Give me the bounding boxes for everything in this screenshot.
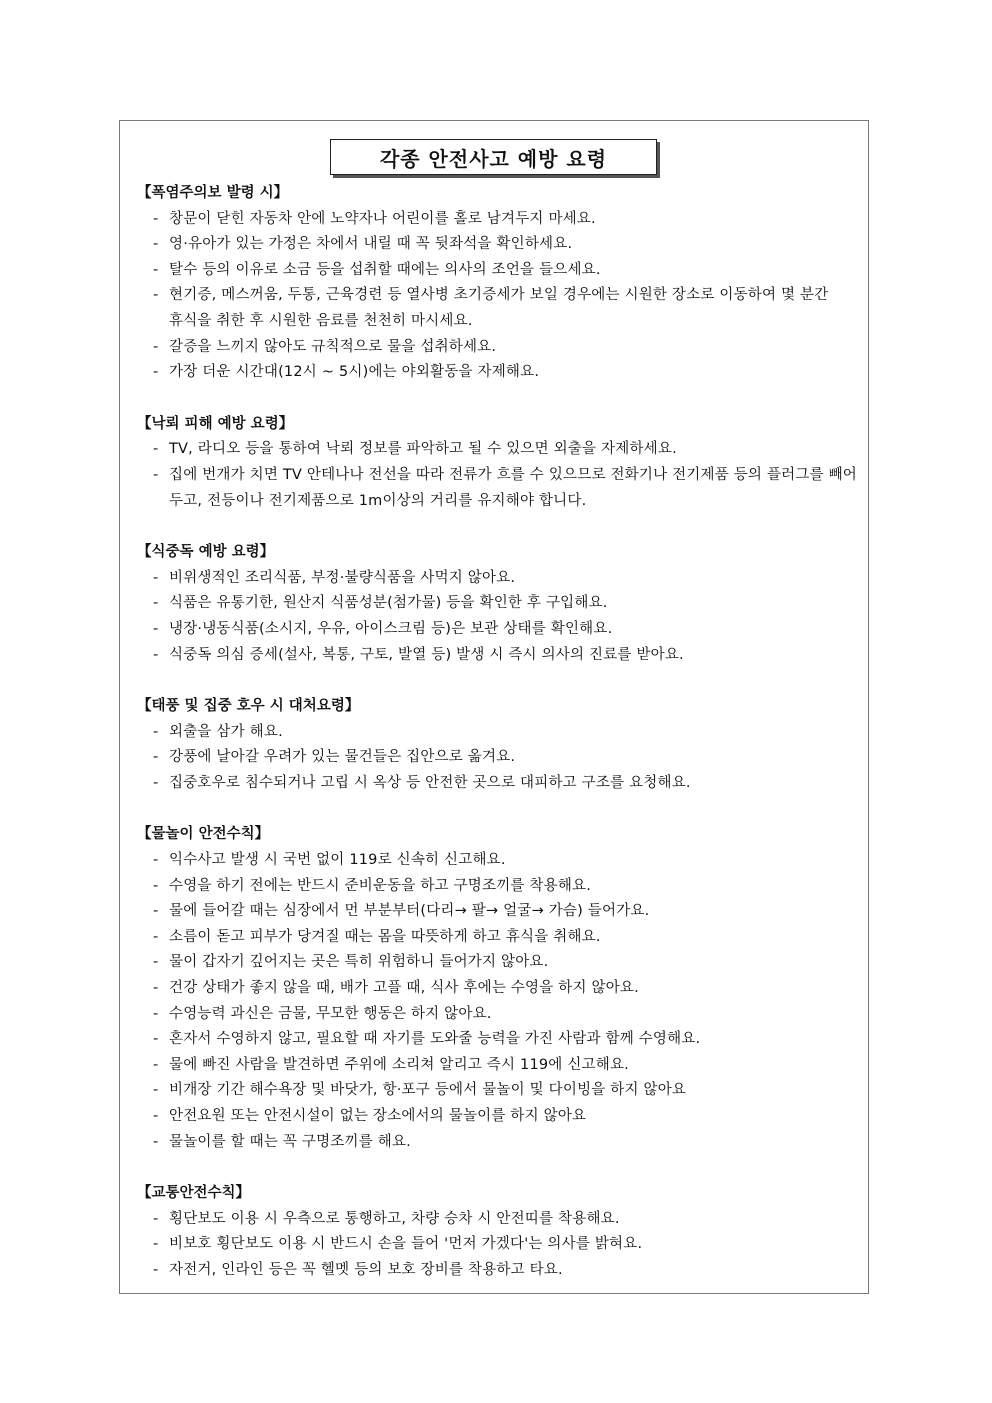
dash-bullet: - <box>153 1236 159 1253</box>
list-item-text: 집중호우로 침수되거나 고립 시 옥상 등 안전한 곳으로 대피하고 구조를 요청해요. <box>169 774 691 791</box>
list-item <box>137 899 857 925</box>
list-item <box>137 950 857 976</box>
section-heading: 【교통안전수칙】 <box>137 1185 251 1202</box>
list-item-text: 수영능력 과신은 금물, 무모한 행동은 하지 않아요. <box>169 1005 492 1022</box>
list-item-text: 가장 더운 시간대(12시 ~ 5시)에는 야외활동을 자제해요. <box>169 364 540 381</box>
list-item <box>137 1207 857 1233</box>
list-item-text: 횡단보도 이용 시 우측으로 통행하고, 차량 승차 시 안전띠를 착용해요. <box>169 1210 620 1227</box>
list-item <box>137 591 857 617</box>
dash-bullet: - <box>153 441 159 458</box>
list-item <box>137 566 857 592</box>
dash-bullet: - <box>153 1005 159 1022</box>
list-item <box>137 925 857 951</box>
section-heading: 【태풍 및 집중 호우 시 대처요령】 <box>137 698 360 715</box>
section-heading: 【식중독 예방 요령】 <box>137 544 275 561</box>
dash-bullet: - <box>153 928 159 945</box>
list-item <box>137 335 857 361</box>
list-item-text: 물에 들어갈 때는 심장에서 먼 부분부터(다리→ 팔→ 얼굴→ 가슴) 들어가요. <box>169 903 650 920</box>
list-item-text: 물놀이를 할 때는 꼭 구명조끼를 해요. <box>169 1133 411 1150</box>
list-item-text: 비개장 기간 해수욕장 및 바닷가, 항·포구 등에서 물놀이 및 다이빙을 하지 않아요 <box>169 1082 687 1099</box>
dash-bullet: - <box>153 954 159 971</box>
list-item <box>137 232 857 258</box>
dash-bullet: - <box>153 261 159 278</box>
dash-bullet: - <box>153 1082 159 1099</box>
list-item <box>137 258 857 284</box>
section-heading: 【낙뢰 피해 예방 요령】 <box>137 415 294 432</box>
dash-bullet: - <box>153 620 159 637</box>
title-box <box>330 139 657 175</box>
dash-bullet: - <box>153 1133 159 1150</box>
dash-bullet: - <box>153 774 159 791</box>
list-item-text: 자전거, 인라인 등은 꼭 헬멧 등의 보호 장비를 착용하고 타요. <box>169 1261 563 1278</box>
list-item <box>137 617 857 643</box>
dash-bullet: - <box>153 236 159 253</box>
list-item-text: 창문이 닫힌 자동차 안에 노약자나 어린이를 홀로 남겨두지 마세요. <box>169 210 596 227</box>
dash-bullet: - <box>153 210 159 227</box>
dash-bullet: - <box>153 1031 159 1048</box>
list-item <box>137 976 857 1002</box>
list-item-text: 소름이 돋고 피부가 당겨질 때는 몸을 따뜻하게 하고 휴식을 취해요. <box>169 928 601 945</box>
dash-bullet: - <box>153 569 159 586</box>
dash-bullet: - <box>153 852 159 869</box>
list-item <box>137 745 857 771</box>
list-item <box>137 643 857 669</box>
list-item-text: 갈증을 느끼지 않아도 규칙적으로 물을 섭취하세요. <box>169 338 497 355</box>
list-item <box>137 771 857 797</box>
list-item <box>137 1258 857 1284</box>
list-item-text: 안전요원 또는 안전시설이 없는 장소에서의 물놀이를 하지 않아요 <box>169 1108 587 1124</box>
list-item <box>137 207 857 233</box>
list-item-text: 비위생적인 조리식품, 부정·불량식품을 사먹지 않아요. <box>169 569 516 586</box>
list-item-text: 식중독 의심 증세(설사, 복통, 구토, 발열 등) 발생 시 즉시 의사의 진료를 받아요. <box>169 646 684 663</box>
list-item-text: 건강 상태가 좋지 않을 때, 배가 고플 때, 식사 후에는 수영을 하지 않아요. <box>169 980 639 997</box>
list-item <box>137 1002 857 1028</box>
list-item <box>137 437 857 463</box>
section <box>137 694 857 796</box>
document-title: 각종 안전사고 예방 요령 <box>379 146 608 171</box>
list-item <box>137 1078 857 1104</box>
list-item <box>137 1104 857 1130</box>
document-content <box>137 181 857 1310</box>
dash-bullet: - <box>153 646 159 663</box>
dash-bullet: - <box>153 338 159 355</box>
list-item-text: 영·유아가 있는 가정은 차에서 내릴 때 꼭 뒷좌석을 확인하세요. <box>169 236 573 253</box>
list-item <box>137 848 857 874</box>
section <box>137 822 857 1155</box>
section <box>137 412 857 514</box>
list-item <box>137 283 857 334</box>
section <box>137 540 857 668</box>
section-heading: 【물놀이 안전수칙】 <box>137 826 270 843</box>
list-item-text: 강풍에 날아갈 우려가 있는 물건들은 집안으로 옮겨요. <box>169 749 516 766</box>
dash-bullet: - <box>153 903 159 920</box>
section-heading: 【폭염주의보 발령 시】 <box>137 185 289 201</box>
list-item-text: 수영을 하기 전에는 반드시 준비운동을 하고 구명조끼를 착용해요. <box>169 877 592 894</box>
list-item-text: 외출을 삼가 해요. <box>169 723 283 740</box>
section <box>137 181 857 386</box>
list-item-text: 식품은 유통기한, 원산지 식품성분(첨가물) 등을 확인한 후 구입해요. <box>169 595 608 612</box>
list-item-text: 비보호 횡단보도 이용 시 반드시 손을 들어 '먼저 가겠다'는 의사를 밝혀요. <box>169 1236 643 1253</box>
dash-bullet: - <box>153 287 159 304</box>
list-item <box>137 720 857 746</box>
dash-bullet: - <box>153 877 159 894</box>
list-item <box>137 1232 857 1258</box>
dash-bullet: - <box>153 595 159 612</box>
dash-bullet: - <box>153 749 159 766</box>
dash-bullet: - <box>153 364 159 381</box>
list-item <box>137 874 857 900</box>
list-item-text: 집에 번개가 치면 TV 안테나나 전선을 따라 전류가 흐를 수 있으므로 전화기나 전기제품 등의 플러그를 빼어 두고, 전등이나 전기제품으로 1m이상의 거리를 유지해야 합니다. <box>169 466 858 509</box>
list-item <box>137 1053 857 1079</box>
list-item <box>137 1027 857 1053</box>
list-item-text: 물에 빠진 사람을 발견하면 주위에 소리쳐 알리고 즉시 119에 신고해요. <box>169 1056 629 1073</box>
dash-bullet: - <box>153 723 159 740</box>
list-item-text: 탈수 등의 이유로 소금 등을 섭취할 때에는 의사의 조언을 들으세요. <box>169 261 601 278</box>
section <box>137 1181 857 1283</box>
list-item-text: 혼자서 수영하지 않고, 필요할 때 자기를 도와줄 능력을 가진 사람과 함께 수영해요. <box>169 1031 701 1048</box>
list-item-text: 현기증, 메스꺼움, 두통, 근육경련 등 열사병 초기증세가 보일 경우에는 시원한 장소로 이동하여 몇 분간 휴식을 취한 후 시원한 음료를 천천히 마시세요. <box>169 287 829 329</box>
list-item <box>137 360 857 386</box>
list-item-text: 익수사고 발생 시 국번 없이 119로 신속히 신고해요. <box>169 852 506 869</box>
list-item <box>137 463 857 514</box>
list-item-text: 물이 갑자기 깊어지는 곳은 특히 위험하니 들어가지 않아요. <box>169 954 549 971</box>
dash-bullet: - <box>153 1108 159 1124</box>
dash-bullet: - <box>153 1261 159 1278</box>
list-item <box>137 1130 857 1156</box>
dash-bullet: - <box>153 1210 159 1227</box>
list-item-text: TV, 라디오 등을 통하여 낙뢰 정보를 파악하고 될 수 있으면 외출을 자제하세요. <box>169 441 677 458</box>
dash-bullet: - <box>153 1056 159 1073</box>
dash-bullet: - <box>153 466 159 483</box>
list-item-text: 냉장·냉동식품(소시지, 우유, 아이스크림 등)은 보관 상태를 확인해요. <box>169 620 613 637</box>
dash-bullet: - <box>153 980 159 997</box>
